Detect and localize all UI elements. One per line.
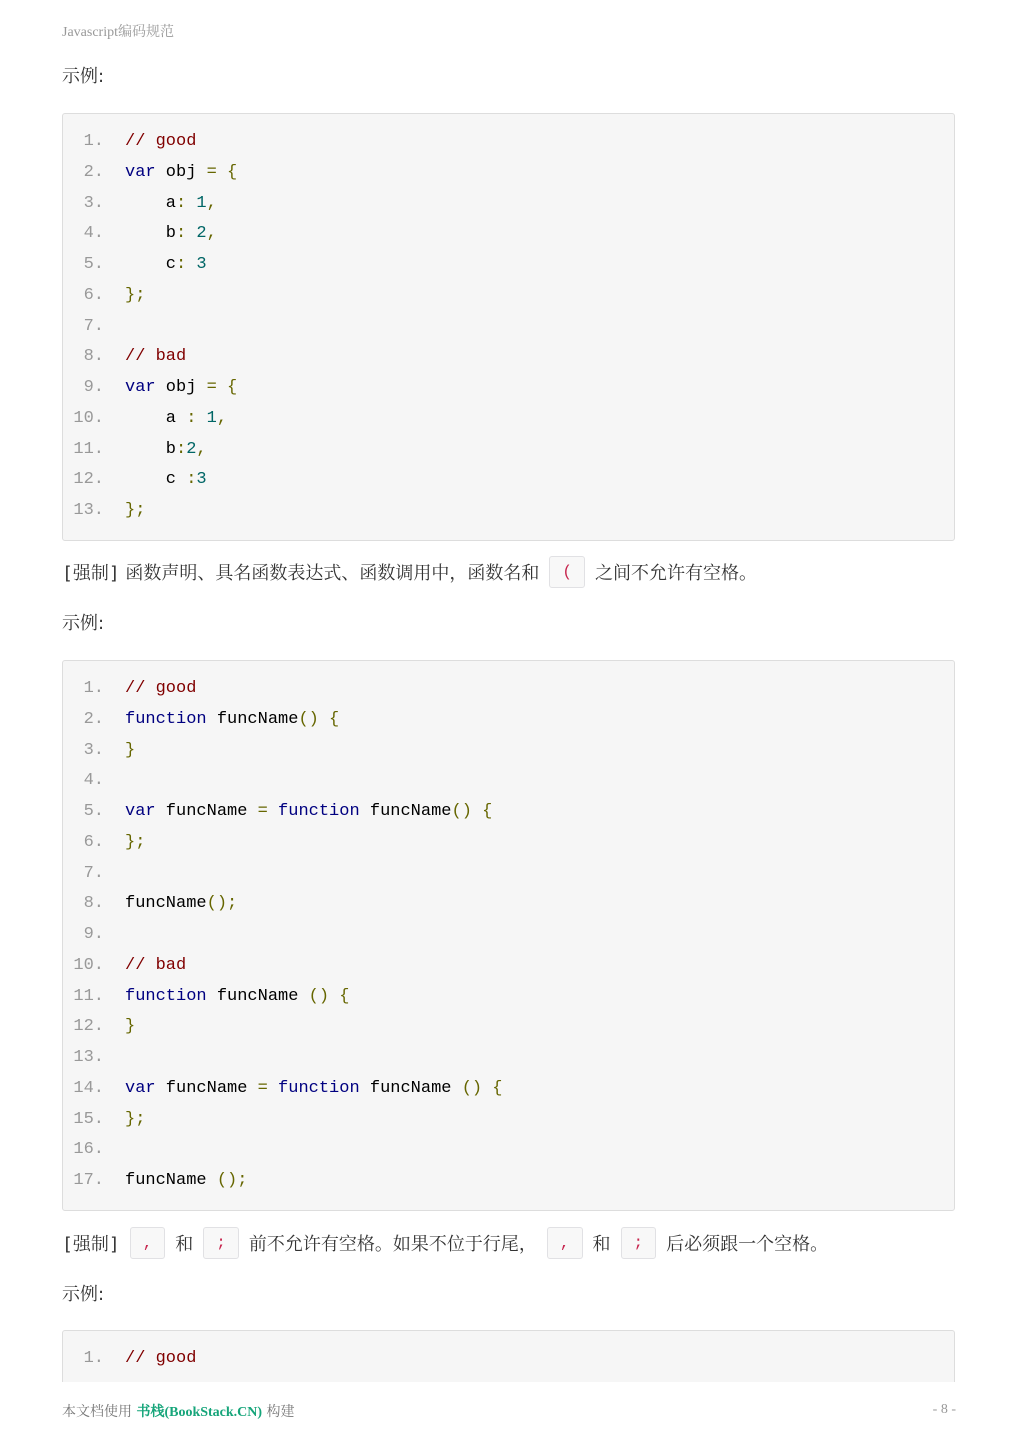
code-token: : (176, 439, 187, 459)
code-line (63, 157, 954, 188)
code-token: () { (451, 802, 493, 821)
line-number: 4. (83, 771, 104, 791)
code-text (125, 126, 196, 157)
line-number: 3. (83, 740, 104, 760)
code-token: 1 (196, 193, 207, 213)
code-token: funcName (155, 802, 258, 821)
code-token: = (257, 802, 279, 821)
inline-code: ; (621, 1227, 657, 1259)
rule-tag: [强制] (62, 1234, 120, 1255)
code-token: var (125, 1078, 156, 1098)
rule-text: 后必须跟一个空格。 (666, 1234, 829, 1255)
code-token: funcName (359, 802, 452, 821)
code-line (63, 765, 954, 796)
code-line (63, 673, 954, 704)
code-token: 3 (196, 470, 207, 490)
code-token: (); (206, 894, 238, 914)
code-line (63, 403, 954, 434)
code-text (125, 434, 207, 465)
code-line (63, 827, 954, 858)
code-line (63, 858, 954, 889)
code-token: () { (298, 709, 340, 729)
line-number: 9. (83, 378, 104, 397)
code-token: 1 (206, 408, 217, 428)
code-text (125, 1343, 196, 1374)
code-token: funcName (206, 709, 299, 729)
rule-text: 和 (175, 1234, 194, 1255)
rule-text: 函数声明、具名函数表达式、函数调用中，函数名和 (119, 563, 540, 584)
code-token: (); (216, 1171, 248, 1190)
code-text (125, 827, 145, 858)
code-text (125, 495, 145, 526)
code-token: c (125, 255, 177, 274)
line-number: 1. (83, 132, 104, 151)
line-number: 10. (73, 955, 104, 975)
footer-suffix: 构建 (262, 1404, 295, 1420)
code-token: : (176, 193, 197, 213)
code-token: } (125, 1017, 136, 1037)
line-number: 11. (73, 439, 104, 459)
inline-code: ; (203, 1227, 239, 1259)
code-token: b (125, 439, 177, 459)
code-token: b (125, 224, 177, 244)
code-token: function (278, 1078, 360, 1098)
code-text (125, 981, 349, 1012)
code-token: funcName (125, 1171, 217, 1190)
code-token: 2 (186, 439, 197, 459)
code-token: a (125, 193, 177, 213)
line-number: 5. (83, 802, 104, 821)
code-text (125, 157, 237, 188)
code-token: : (186, 408, 207, 428)
code-token: c (125, 470, 187, 490)
rule-function-name-paren (62, 558, 757, 590)
code-token: funcName (206, 986, 309, 1006)
page-number: - 8 - (932, 1402, 956, 1417)
code-text (125, 673, 196, 704)
footer-brand-link[interactable]: 书栈(BookStack.CN) (136, 1405, 263, 1420)
code-line (63, 919, 954, 950)
rule-tag: [强制] (62, 563, 120, 584)
code-line (63, 249, 954, 280)
code-token: function (125, 709, 207, 729)
code-text (125, 1104, 145, 1135)
code-token: 3 (196, 255, 207, 274)
code-token: : (176, 255, 197, 274)
code-line (63, 888, 954, 919)
code-token: }; (125, 285, 146, 305)
code-line (63, 311, 954, 342)
code-line (63, 704, 954, 735)
code-token: function (278, 802, 360, 821)
line-number: 11. (73, 986, 104, 1006)
line-number: 12. (73, 1017, 104, 1037)
code-text (125, 249, 207, 280)
code-line (63, 280, 954, 311)
code-line (63, 1134, 954, 1165)
line-number: 8. (83, 347, 104, 367)
code-line (63, 1343, 954, 1374)
code-text (125, 1165, 247, 1196)
code-token: function (125, 986, 207, 1006)
code-text (125, 888, 237, 919)
code-text (125, 796, 492, 827)
line-number: 13. (73, 1048, 104, 1067)
code-line (63, 1104, 954, 1135)
line-number: 7. (83, 863, 104, 883)
code-token: () { (308, 986, 350, 1006)
code-line (63, 950, 954, 981)
code-line (63, 1073, 954, 1104)
code-token: funcName (155, 1078, 258, 1098)
line-number: 15. (73, 1109, 104, 1129)
code-token: // good (125, 679, 197, 698)
line-number: 1. (83, 1349, 104, 1368)
code-line (63, 372, 954, 403)
code-token: var (125, 378, 156, 397)
code-line (63, 218, 954, 249)
code-block-3 (62, 1330, 955, 1382)
code-line (63, 341, 954, 372)
code-token: }; (125, 1109, 146, 1129)
line-number: 1. (83, 679, 104, 698)
line-number: 6. (83, 832, 104, 852)
code-token: a (125, 408, 187, 428)
document-title: Javascript编码规范 (62, 25, 174, 40)
code-text (125, 372, 237, 403)
line-number: 4. (83, 224, 104, 244)
code-text (125, 464, 207, 495)
footer-credit (62, 1401, 295, 1421)
line-number: 16. (73, 1140, 104, 1160)
line-number: 5. (83, 255, 104, 274)
example-label-2: 示例: (62, 613, 105, 634)
line-number: 17. (73, 1171, 104, 1190)
example-label-3: 示例: (62, 1284, 105, 1305)
code-line (63, 434, 954, 465)
code-line (63, 735, 954, 766)
code-token: }; (125, 832, 146, 852)
code-text (125, 403, 227, 434)
code-token: : (186, 470, 197, 490)
code-token: var (125, 802, 156, 821)
code-line (63, 1011, 954, 1042)
code-text (125, 1011, 135, 1042)
example-label-1: 示例: (62, 66, 105, 87)
code-text (125, 341, 186, 372)
code-token: obj (155, 378, 207, 397)
code-token: () { (461, 1078, 503, 1098)
line-number: 14. (73, 1078, 104, 1098)
code-text (125, 188, 217, 219)
code-line (63, 126, 954, 157)
code-line (63, 495, 954, 526)
code-token: } (125, 740, 136, 760)
code-text (125, 735, 135, 766)
code-token: // good (125, 132, 197, 151)
rule-text: 和 (592, 1234, 611, 1255)
line-number: 3. (83, 193, 104, 213)
inline-code: , (130, 1227, 166, 1259)
code-line (63, 1042, 954, 1073)
code-block-1 (62, 113, 955, 541)
code-text (125, 950, 186, 981)
code-token: // bad (125, 955, 187, 975)
code-text (125, 280, 145, 311)
line-number: 10. (73, 408, 104, 428)
code-token: }; (125, 501, 146, 520)
footer-prefix: 本文档使用 (62, 1404, 137, 1420)
code-line (63, 1165, 954, 1196)
code-token: = { (206, 378, 238, 397)
code-token: = (257, 1078, 279, 1098)
code-token: var (125, 162, 156, 182)
code-line (63, 464, 954, 495)
code-token: = { (206, 162, 238, 182)
code-text (125, 218, 217, 249)
code-text (125, 704, 339, 735)
code-token: 2 (196, 224, 207, 244)
code-token: funcName (359, 1078, 462, 1098)
line-number: 2. (83, 162, 104, 182)
code-block-2 (62, 660, 955, 1211)
line-number: 2. (83, 709, 104, 729)
code-token: funcName (125, 894, 207, 914)
inline-code: , (547, 1227, 583, 1259)
inline-code: ( (549, 556, 585, 588)
line-number: 12. (73, 470, 104, 490)
code-text (125, 1073, 503, 1104)
line-number: 6. (83, 285, 104, 305)
code-token: : (176, 224, 197, 244)
line-number: 13. (73, 501, 104, 520)
code-token: // good (125, 1349, 197, 1368)
rule-text: 之间不允许有空格。 (595, 563, 758, 584)
code-token: , (206, 224, 217, 244)
code-line (63, 188, 954, 219)
code-line (63, 981, 954, 1012)
line-number: 8. (83, 894, 104, 914)
rule-text: 前不允许有空格。如果不位于行尾， (248, 1234, 537, 1255)
line-number: 7. (83, 316, 104, 336)
code-token: , (196, 439, 207, 459)
rule-comma-semicolon-space (62, 1229, 828, 1261)
line-number: 9. (83, 925, 104, 944)
code-token: , (216, 408, 228, 428)
code-token: // bad (125, 347, 187, 367)
code-token: obj (155, 162, 207, 182)
code-line (63, 796, 954, 827)
code-token: , (206, 193, 217, 213)
